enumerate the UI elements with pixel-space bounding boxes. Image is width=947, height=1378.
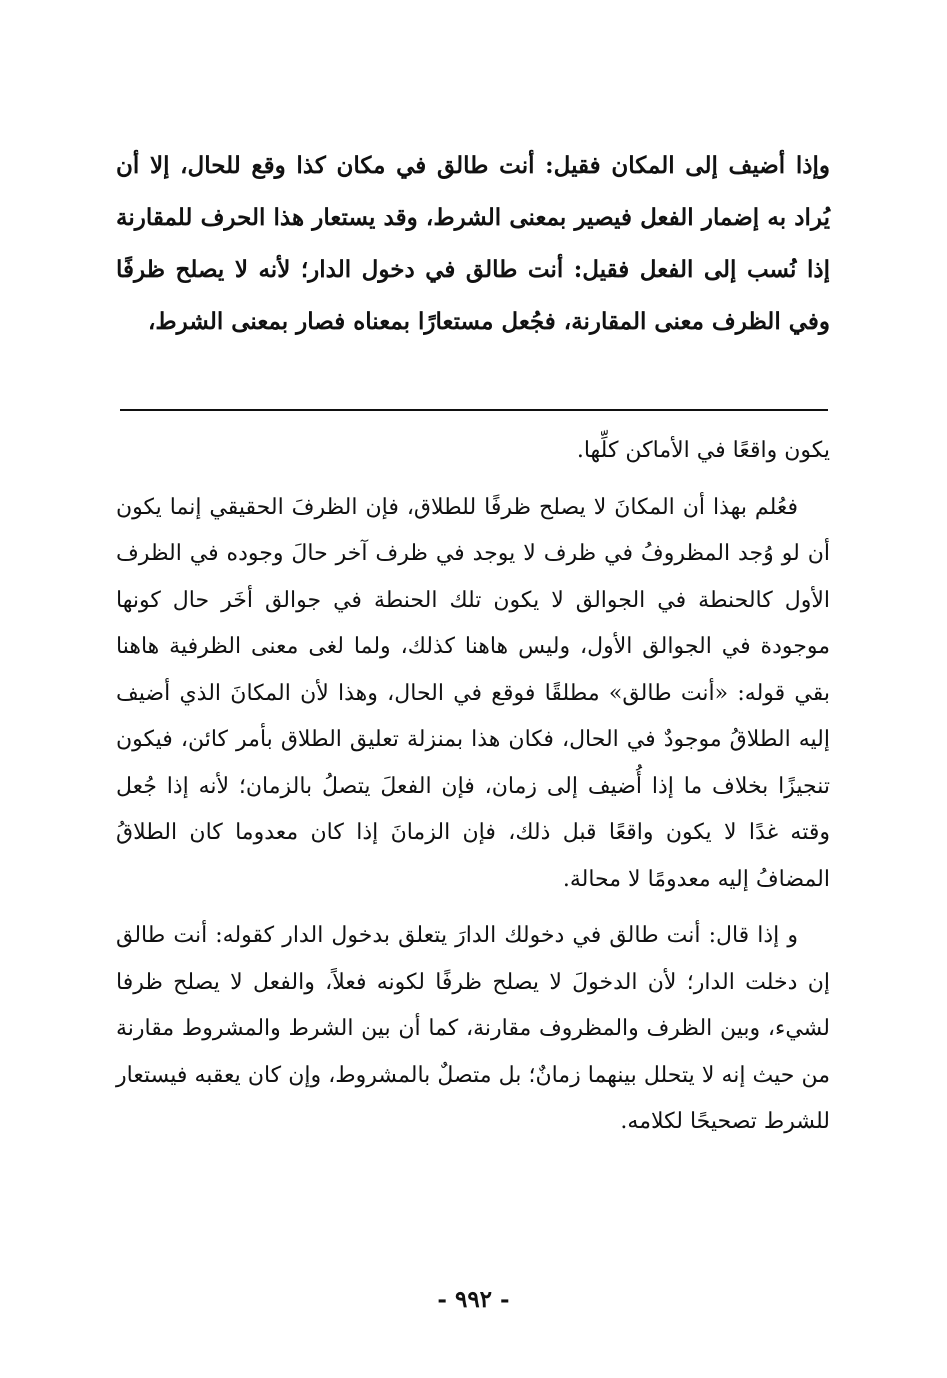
commentary	[116, 428, 830, 1146]
commentary-paragraph-3: و إذا قال: أنت طالق في دخولك الدارَ يتعلق بدخول الدار كقوله: أنت طالق إن دخلت الدار؛ لأن الدخولَ لا يصلح ظرفًا لكونه فعلاً، والفعل لا يصلح ظرفا لشيء، وبين الظرف والمظروف مقارنة، كما أن بين الشرط والمشروط مقارنة من حيث إنه لا يتحلل بينهما زمانٌ؛ بل متصلٌ بالمشروط، وإن كان يعقبه فيستعار للشرط تصحيحًا لكلامه.	[116, 923, 830, 1134]
commentary-paragraph-1: يكون واقعًا في الأماكن كلِّها.	[576, 438, 830, 463]
separator-line	[120, 409, 828, 411]
main-text: وإذا أضيف إلى المكان فقيل: أنت طالق في مكان كذا وقع للحال، إلا أن يُراد به إضمار الفعل فيصير بمعنى الشرط، وقد يستعار هذا الحرف للمقارنة إذا نُسب إلى الفعل فقيل: أنت طالق في دخول الدار؛ لأنه لا يصلح ظرفًا وفي الظرف معنى المقارنة، فجُعل مستعارًا بمعناه فصار بمعنى الشرط،	[116, 152, 830, 335]
page-number: - ٩٩٢ -	[437, 1286, 510, 1313]
commentary-paragraph-2: فعُلم بهذا أن المكانَ لا يصلح ظرفًا للطلاق، فإن الظرفَ الحقيقي إنما يكون أن لو وُجد المظروفُ في ظرف لا يوجد في ظرف آخر حالَ وجوده في الظرف الأول كالحنطة في الجوالق لا يكون تلك الحنطة في جوالق أخَر حال كونها موجودة في الجوالق الأول، وليس هاهنا كذلك، ولما لغى معنى الظرفية هاهنا بقي قوله: «أنت طالق» مطلقًا فوقع في الحال، وهذا لأن المكانَ الذي أضيف إليه الطلاقُ موجودٌ في الحال، فكان هذا بمنزلة تعليق الطلاق بأمر كائن، فيكون تنجيزًا بخلاف ما إذا أُضيف إلى زمان، فإن الفعلَ يتصلُ بالزمان؛ لأنه إذا جُعل وقته غدًا لا يكون واقعًا قبل ذلك، فإن الزمانَ إذا كان معدوما كان الطلاقُ المضافُ إليه معدومًا لا محالة.	[116, 494, 831, 892]
